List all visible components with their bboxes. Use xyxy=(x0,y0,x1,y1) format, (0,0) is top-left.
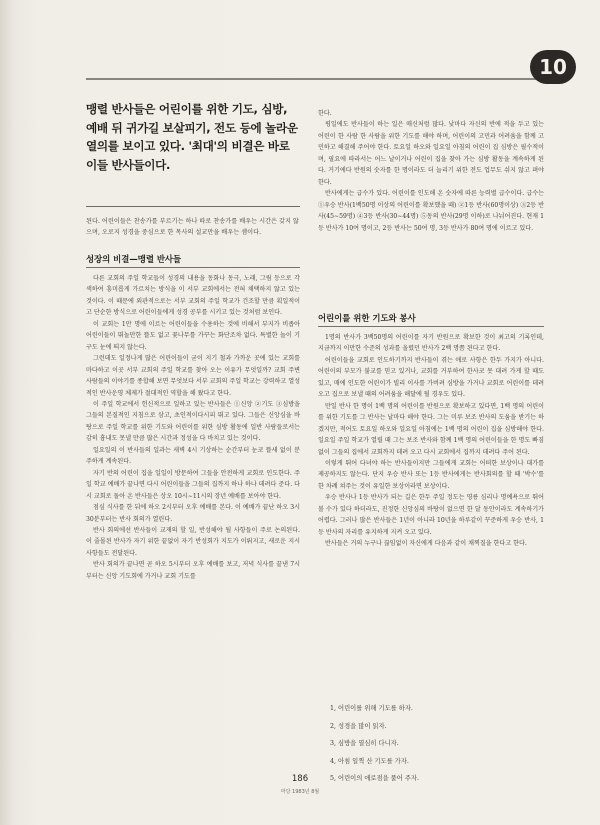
lead-divider xyxy=(86,206,300,207)
paragraph: 우승 반사나 1등 반사가 되는 길은 한두 주일 정도는 영릉 심리나 명예욕으로 뛰어볼 수가 있다 하더라도, 진정한 신앙심의 바탕이 없으면 한 달 동안이라도 계속하기가 어렵다. 그러나 많은 반사들은 1년이 아니라 10년을 하루같이 꾸준하게 우승 반사, 1등 반사의 자리를 유지하게 지켜 오고 있다. xyxy=(318,494,544,536)
left-column-body xyxy=(86,273,300,582)
section-heading-growth: 성장의 비결—맹렬 반사들 xyxy=(86,254,182,264)
page-number: 186 xyxy=(291,774,309,784)
paragraph: 만일 반사 한 명이 1백 명의 어린이를 반원으로 확보하고 있다면, 1백 명의 어린이를 위한 기도를 그 반사는 날마다 해야 한다. 그는 미루 보조 반사의 도움을 받기는 하겠지만, 적어도 토요일 하오와 일요일 아침에는 1백 명의 어린이 집을 심방해야 한다. 일요일 주일 학교가 열릴 때 그는 보조 반사와 함께 1백 명의 어린이들을 한 명도 빠짐 없이 그들의 집에서 교회까지 데려 오고 다시 교회에서 집까지 데려다 주어 된다. xyxy=(318,402,544,456)
paragraph: 이 교회는 1만 명에 이르는 어린이들을 수용하는 것에 비해서 부지가 비좁아 어린이들이 뛰놀만한 뜰도 없고 꽃나무를 가꾸는 화단조차 없다. 특별한 놀이 기구도 눈에 띄지 않는다. xyxy=(86,320,300,351)
paragraph: 한다. xyxy=(318,110,332,117)
paragraph: 이 주일 학교에서 헌신적으로 일하고 있는 반사들은 ①신앙 ②기도 ③심방을 그들의 본질적인 지침으로 삼고, 초인적이다시피 뛰고 있다. 그들은 신앙심을 바탕으로 주일 학교를 위한 기도와 어린이를 위한 심방 활동에 일반 사람들로서는 감히 흉내도 못낼 만큼 많은 시간과 정성을 다 바치고 있는 것이다. xyxy=(86,400,300,443)
paragraph: 반사들은 거의 누구나 끊임없이 자신에게 다음과 같이 채찍질을 한다고 한다. xyxy=(325,540,527,548)
paragraph: 다른 교회의 주일 학교들이 성경의 내용을 동화나 동극, 노래, 그림 등으로 각색하여 흥미롭게 가르치는 방식을 이 서부 교회에서는 전혀 채택하지 않고 있는 것이다. 이 때문에 외관적으로는 서부 교회의 주일 학교가 건조할 만큼 획일적이고 단순한 방식으로 어린이들에게 성경 공부를 시키고 있는 것처럼 보인다. xyxy=(86,275,300,317)
top-rule xyxy=(86,78,546,80)
lead-quote: 맹렬 반사들은 어린이를 위한 기도, 심방, 예배 뒤 귀가길 보살피기, 전도 등에 놀라운 열의를 보이고 있다. '최대'의 비결은 바로 이들 반사들이다. xyxy=(86,102,298,172)
paragraph: 1명의 반사가 3백50명의 어린이를 자기 반원으로 확보한 것이 최고의 기록인데, 지금까지 이만한 수준의 성과를 올렸던 반사가 2백 명쯤 된다고 한다. xyxy=(318,334,544,353)
paragraph: 반사 회의가 끝나면 곧 하오 5시부터 오후 예배를 보고, 저녁 식사를 끝낸 7시부터는 신앙 기도회에 가거나 교회 기도를 xyxy=(86,561,300,580)
paragraph: 일요일의 이 반사들의 일과는 새벽 4시 기상하는 순간부터 눈코 뜰새 없이 분주하게 계속된다. xyxy=(86,446,300,466)
paragraph: 평일에도 반사들이 하는 일은 매신처럼 많다. 낮마다 자신의 반에 적을 두고 있는 어린이 한 사람 한 사람을 위한 기도를 해야 하며, 어린이의 고민과 어려움을 함께 고민하고 해결해 주어야 한다. 토요일 하오와 일요일 아침의 어린이 집 심방은 필수적이며, 필요에 따라서는 어느 날이거나 어린이 집을 찾아 가는 심방 활동을 계속하게 된다. 거기에다 반원의 숫자를 한 명이라도 더 늘리기 위한 전도 업무도 쉬지 않고 펴야 한다. xyxy=(318,121,544,186)
paragraph: 반사에게는 급수가 있다. 어린이를 인도해 온 숫자에 따른 능력별 급수이다. 급수는 ①우승 반사(1백50명 이상의 어린이를 확보했을 때) ②1등 반사(60명이상) ③2등 반사(45∼59명) ④3등 반사(30∼44명) ⑤동의 반사(29명 이하)로 나눠어진다. 현재 1등 반사가 10여 명이고, 2등 반사는 50여 명, 3등 반사가 80여 명에 이르고 있다. xyxy=(318,190,544,232)
list-item: 5, 어린이의 애로점을 풀어 주자. xyxy=(330,775,420,782)
right-column-body-top xyxy=(318,108,544,234)
right-column-body-bottom xyxy=(318,332,544,550)
page-footer: 마당 1983년 8월 xyxy=(280,789,320,795)
paragraph: 어린이들을 교회로 인도하기까지 반사들이 겪는 애로 사항은 한두 가지가 아니다. 어린이의 부모가 불교를 믿고 있거나, 교회를 거부하여 한사코 못 대려 가게 할 때도 있고, 매에 인도한 어린이가 빌리 이사를 가버려 심방을 가거나 교회로 어린이를 데려 오고 집으로 보낼 때의 어려움을 해달에 될 경우도 있다. xyxy=(318,356,544,399)
paragraph: 반사 회의에선 반사들이 교재의 할 일, 반성해야 될 사항들이 주로 논의된다. 이 줄몰된 반사가 자기 위한 끝없이 자기 반성회가 지도가 이뤄지고, 새로운 지시 사항들도 전달된다. xyxy=(86,526,300,557)
heading-rule xyxy=(318,326,544,327)
list-item: 1, 어린이를 위해 기도를 하자. xyxy=(330,705,413,712)
paragraph: 그런데도 일정나게 많은 어린이들이 굳이 지기 철과 가까운 곳에 있는 교회를 마다하고 이곳 서부 교회의 주일 학교를 찾아 오는 이유가 무엇일까? 교회 주변 사람들의 이야기를 종합해 보면 무엇보다 서부 교회의 주일 학교는 강력하고 열성적인 반사운영 체제가 절대적인 역할을 해 왔다고 한다. xyxy=(86,355,300,397)
paragraph: 점심 식사를 한 뒤에 하오 2시부터 오후 예배를 본다. 이 예배가 끝난 하오 3시 30분부터는 반사 회의가 열린다. xyxy=(86,504,300,523)
section-heading-prayer: 어린이를 위한 기도와 봉사 xyxy=(318,313,416,323)
section-badge: 10 xyxy=(530,50,576,84)
paragraph: 이렇게 뛰어 다녀야 하는 반사들이지만 그들에게 교회는 어떠한 보상이나 대가를 제공하지도 않는다. 단지 우승 반사 또는 1등 반사에게는 반사회의를 할 때 '박수'를 한 차례 쳐주는 것이 유일한 보상이라면 보상이다. xyxy=(318,459,544,490)
intro-paragraph: 된다. 어린이들은 찬송가를 부르기는 하나 따로 찬송가를 배우는 시간은 갖지 않으며, 오로지 성경을 중심으로 한 목사의 설교만을 배우는 셈이다. xyxy=(86,218,299,237)
paragraph: 자기 반의 어린이 집을 일일이 방문하여 그들을 안전하게 교회로 인도한다. 주일 학교 예배가 끝나면 다시 어린이들을 그들의 집까지 하나 하나 데려다 준다. 다시 교회로 돌아 온 반사들은 상오 10시∼11시의 장년 예배를 보아야 한다. xyxy=(86,469,300,500)
list-item: 3, 심방을 열심히 다니자. xyxy=(330,740,399,747)
list-item: 2, 성경을 많이 읽자. xyxy=(330,722,387,730)
heading-rule xyxy=(86,267,300,268)
list-item: 4, 아침 일찍 산 기도를 가자. xyxy=(330,757,409,765)
